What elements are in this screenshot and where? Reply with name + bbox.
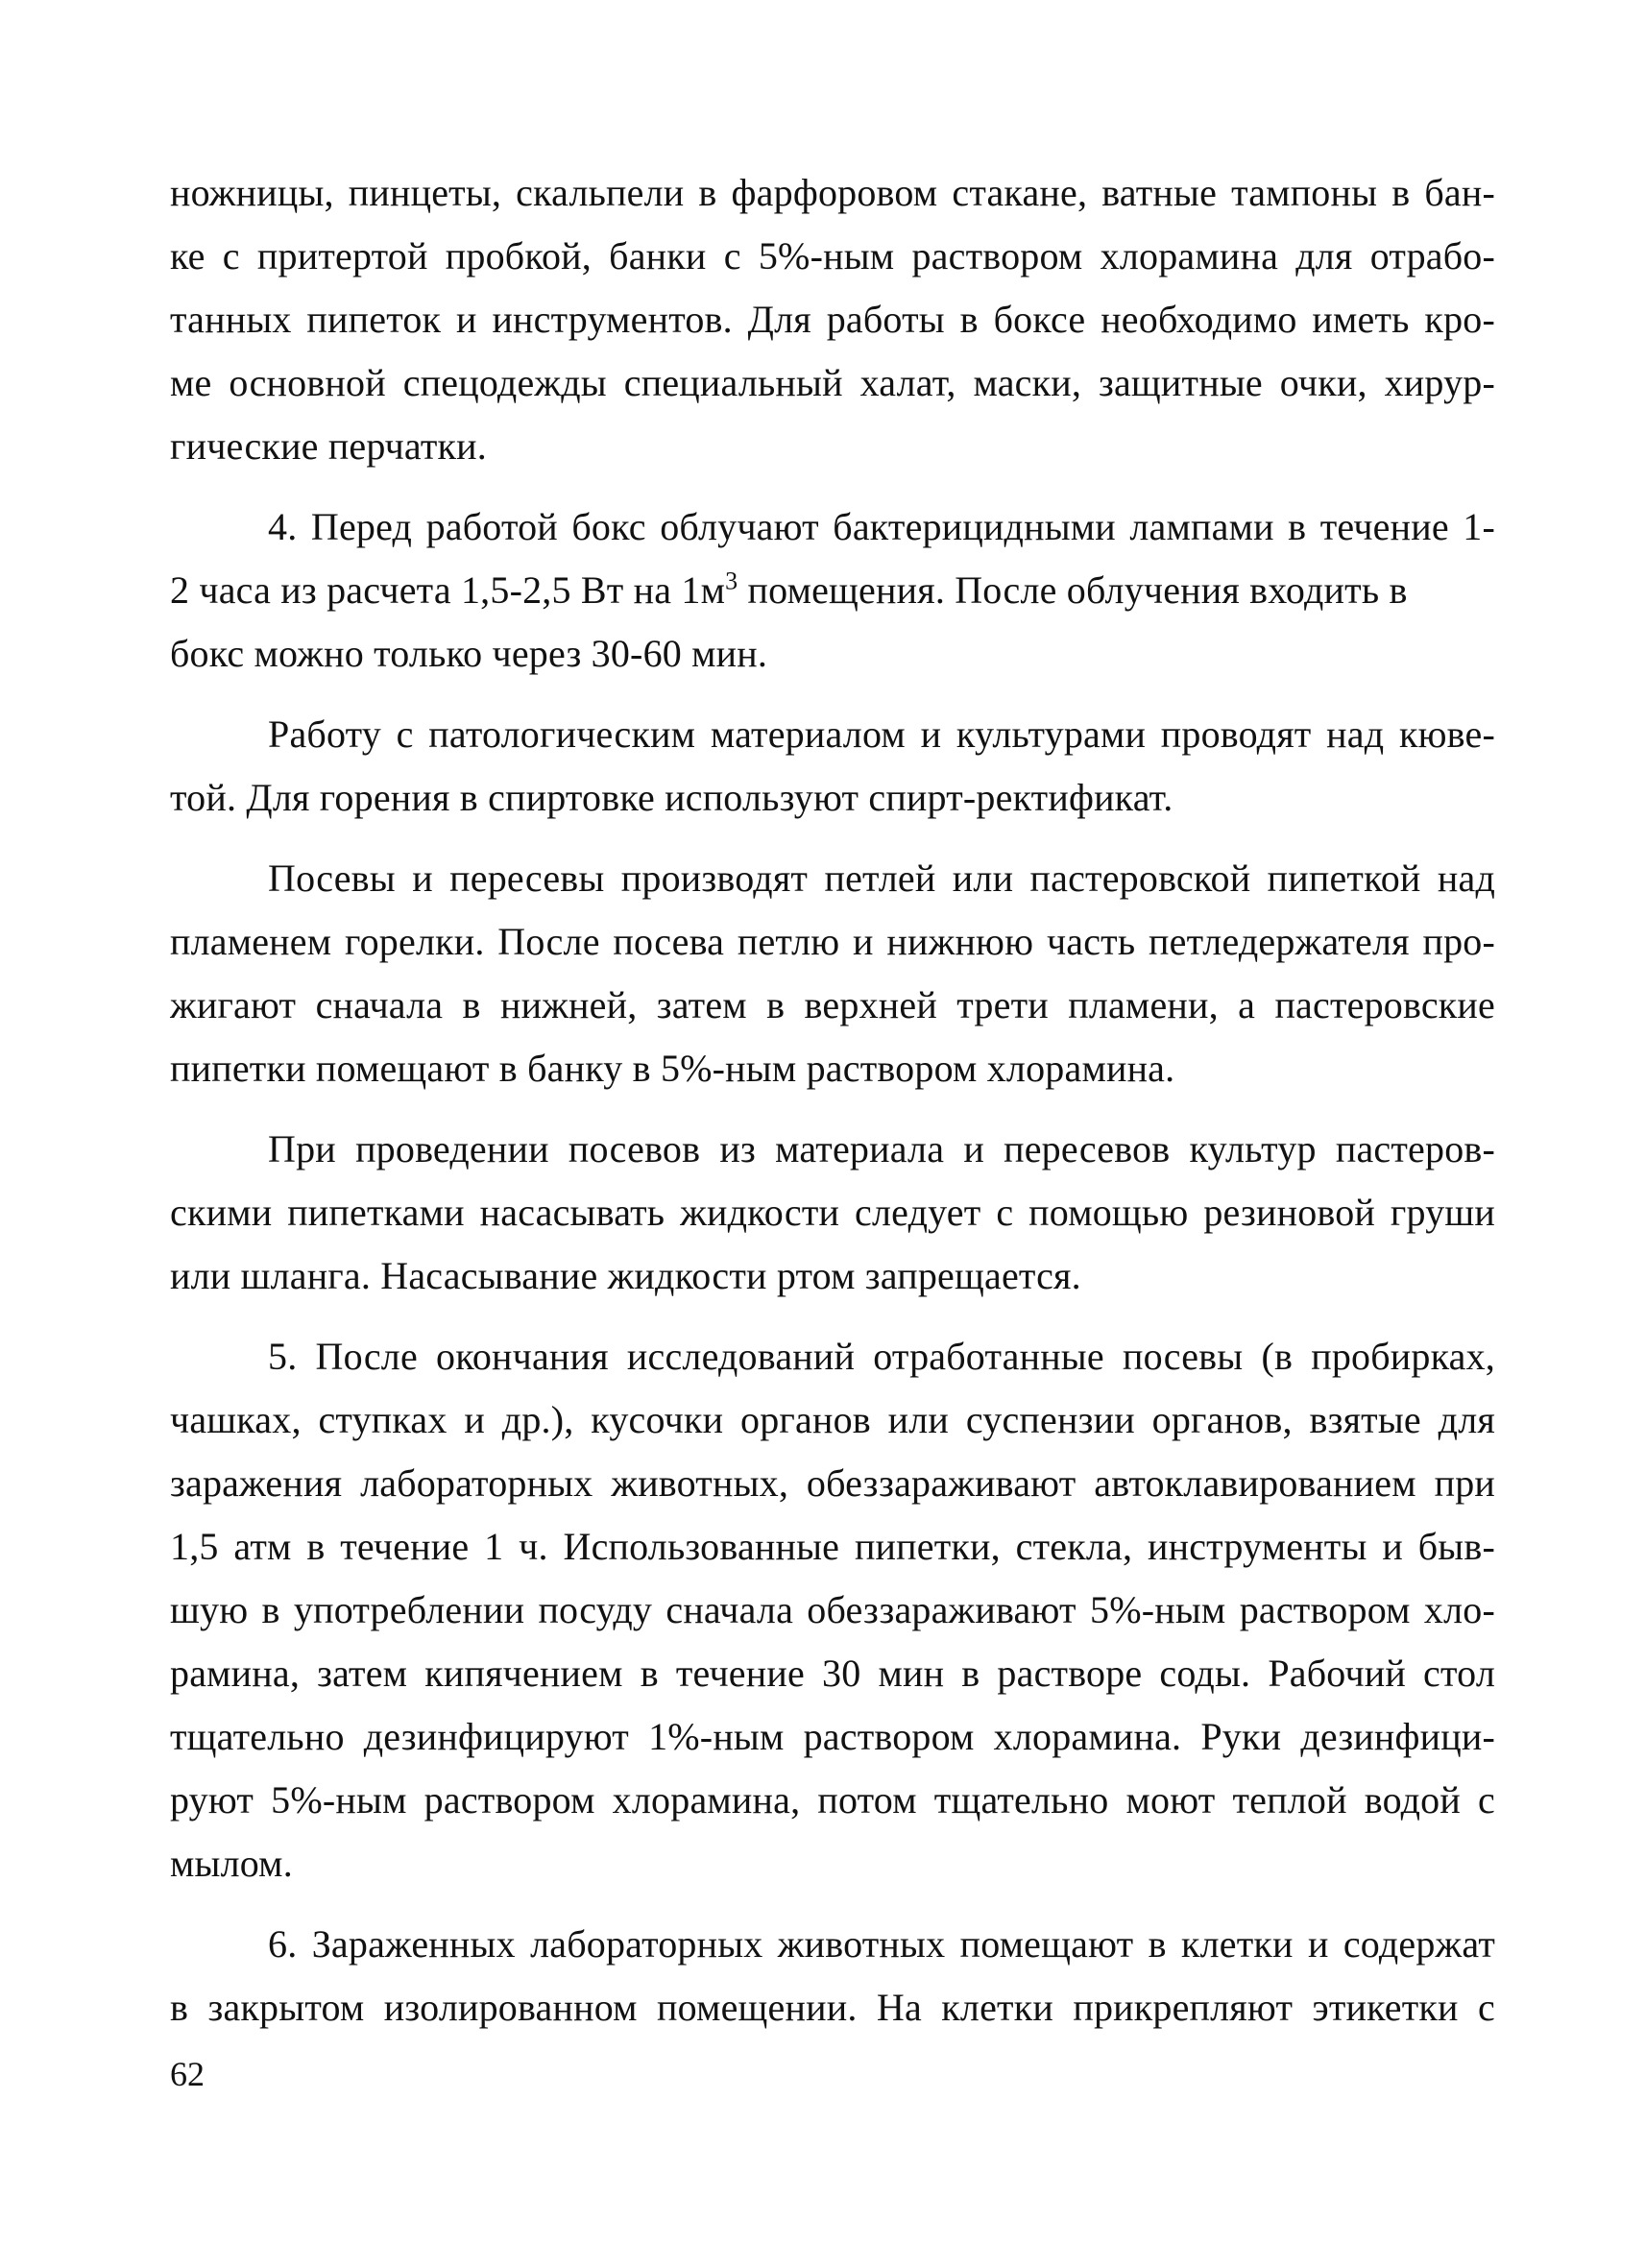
text-line: чашках, ступках и др.), кусочки органов или суспензии органов, взятые для: [170, 1398, 1495, 1441]
text-fragment: помещения. После облучения входить в: [738, 568, 1408, 612]
text-line: мылом.: [170, 1842, 293, 1885]
text-line: ножницы, пинцеты, скальпели в фарфоровом стакане, ватные тампоны в бан-: [170, 171, 1495, 214]
text-line: тщательно дезинфицируют 1%-ным раствором хлорамина. Руки дезинфици-: [170, 1715, 1495, 1758]
document-body: [170, 161, 1495, 2039]
text-line: гические перчатки.: [170, 424, 487, 468]
text-line-with-superscript: [170, 559, 1495, 622]
paragraph-first-line: При проведении посевов из материала и пересевов культур пастеров-: [268, 1127, 1495, 1170]
text-line: или шланга. Насасывание жидкости ртом запрещается.: [170, 1254, 1081, 1297]
text-line: шую в употреблении посуду сначала обеззараживают 5%-ным раствором хло-: [170, 1588, 1495, 1631]
text-line: бокс можно только через 30-60 мин.: [170, 632, 768, 675]
text-line: пламенем горелки. После посева петлю и нижнюю часть петледержателя про-: [170, 920, 1495, 963]
text-line: в закрытом изолированном помещении. На клетки прикрепляют этикетки с: [170, 1986, 1495, 2029]
paragraph-first-line: Посевы и пересевы производят петлей или пастеровской пипеткой над: [268, 857, 1495, 900]
text-line: жигают сначала в нижней, затем в верхней трети пламени, а пастеровские: [170, 983, 1495, 1026]
text-line: танных пипеток и инструментов. Для работы в боксе необходимо иметь кро-: [170, 298, 1495, 341]
page-number: 62: [170, 2055, 205, 2093]
text-line: скими пипетками насасывать жидкости следует с помощью резиновой груши: [170, 1191, 1495, 1234]
paragraph-first-line: 5. После окончания исследований отработанные посевы (в пробирках,: [268, 1335, 1495, 1378]
text-line: 1,5 атм в течение 1 ч. Использованные пипетки, стекла, инструменты и быв-: [170, 1525, 1495, 1568]
text-fragment: 2 часа из расчета 1,5-2,5 Вт на 1м: [170, 568, 726, 612]
text-line: заражения лабораторных животных, обеззараживают автоклавированием при: [170, 1461, 1495, 1505]
superscript: 3: [725, 567, 738, 595]
paragraph-first-line: Работу с патологическим материалом и культурами проводят над кюве-: [268, 712, 1495, 756]
text-line: рамина, затем кипячением в течение 30 мин в растворе соды. Рабочий стол: [170, 1652, 1495, 1695]
paragraph-first-line: 6. Зараженных лабораторных животных помещают в клетки и содержат: [268, 1922, 1495, 1966]
paragraph-first-line: 4. Перед работой бокс облучают бактерицидными лампами в течение 1-: [268, 505, 1495, 548]
text-line: руют 5%-ным раствором хлорамина, потом тщательно моют теплой водой с: [170, 1778, 1495, 1822]
text-line: той. Для горения в спиртовке используют спирт-ректификат.: [170, 776, 1173, 819]
text-line: ме основной спецодежды специальный халат, маски, защитные очки, хирур-: [170, 361, 1495, 404]
text-line: ке с притертой пробкой, банки с 5%-ным раствором хлорамина для отрабо-: [170, 234, 1495, 277]
text-line: пипетки помещают в банку в 5%-ным раствором хлорамина.: [170, 1047, 1175, 1090]
